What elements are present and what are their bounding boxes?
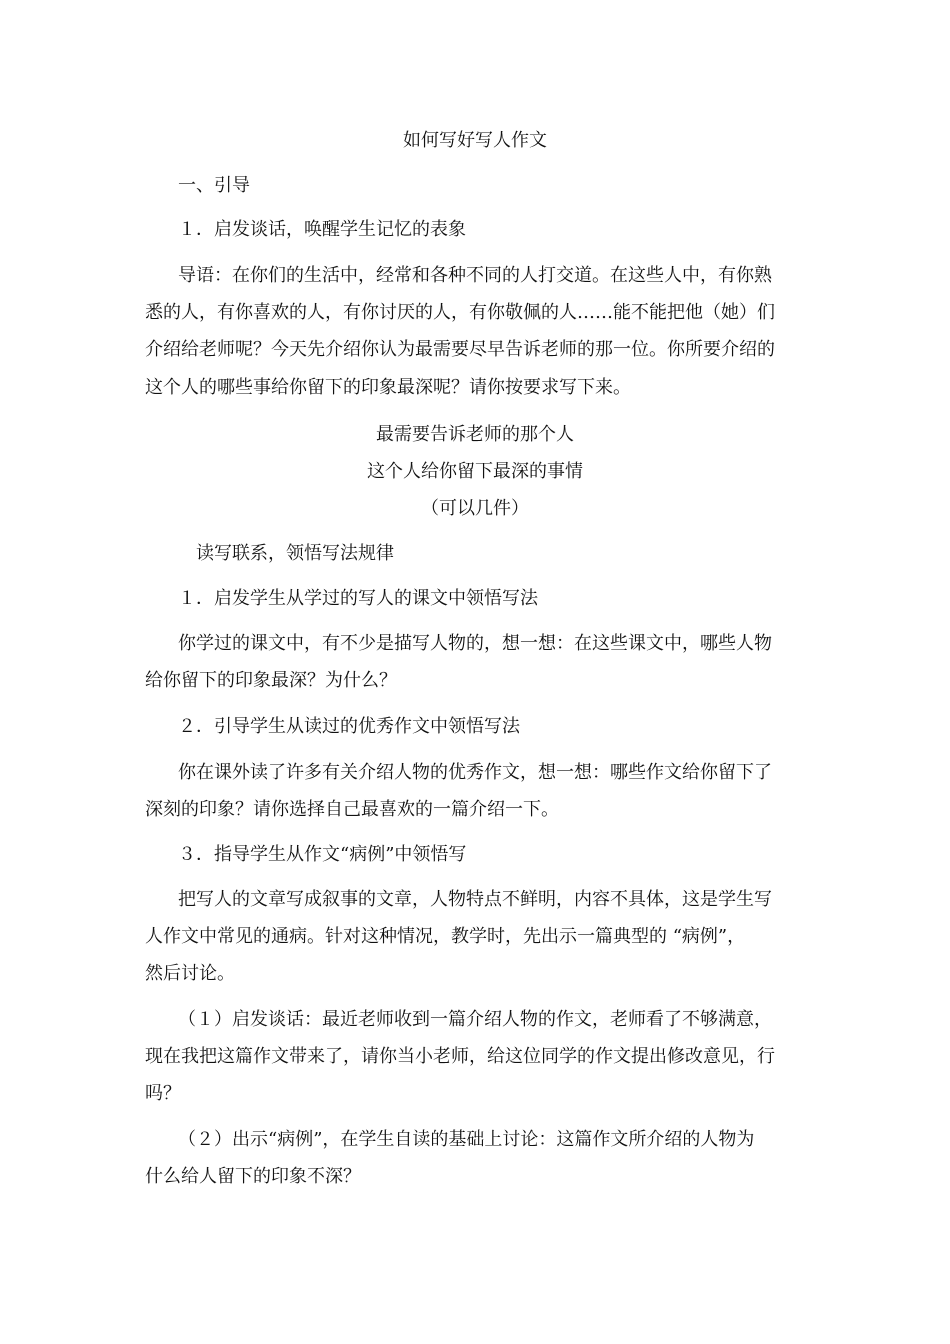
sub2-para-line-2: 什么给人留下的印象不深？ — [145, 1166, 361, 1187]
s2-item-heading-3: ３．指导学生从作文“病例”中领悟写 — [178, 844, 467, 865]
s2-item3-para-line-3: 然后讨论。 — [145, 963, 235, 984]
form-line-3: （可以几件） — [421, 498, 529, 519]
s2-item1-para-line-1: 你学过的课文中，有不少是描写人物的，想一想：在这些课文中，哪些人物 — [178, 633, 772, 654]
s2-item2-para-line-2: 深刻的印象？请你选择自己最喜欢的一篇介绍一下。 — [145, 799, 559, 820]
intro-para-line-4: 这个人的哪些事给你留下的印象最深呢？请你按要求写下来。 — [145, 377, 631, 398]
item-heading-1: １．启发谈话，唤醒学生记忆的表象 — [178, 219, 466, 240]
intro-para-line-3: 介绍给老师呢？今天先介绍你认为最需要尽早告诉老师的那一位。你所要介绍的 — [145, 339, 775, 360]
section-heading-reading-writing: 读写联系，领悟写法规律 — [196, 543, 394, 564]
s2-item2-para-line-1: 你在课外读了许多有关介绍人物的优秀作文，想一想：哪些作文给你留下了 — [178, 762, 772, 783]
s2-item3-para-line-1: 把写人的文章写成叙事的文章，人物特点不鲜明，内容不具体，这是学生写 — [178, 889, 772, 910]
form-line-2: 这个人给你留下最深的事情 — [367, 461, 583, 482]
s2-item-heading-1: １．启发学生从学过的写人的课文中领悟写法 — [178, 588, 538, 609]
document-title: 如何写好写人作文 — [403, 130, 547, 151]
form-line-1: 最需要告诉老师的那个人 — [376, 424, 574, 445]
intro-para-line-2: 悉的人，有你喜欢的人，有你讨厌的人，有你敬佩的人……能不能把他（她）们 — [145, 302, 775, 323]
s2-item-heading-2: ２．引导学生从读过的优秀作文中领悟写法 — [178, 716, 520, 737]
sub1-para-line-1: （１）启发谈话：最近老师收到一篇介绍人物的作文，老师看了不够满意， — [178, 1009, 772, 1030]
s2-item1-para-line-2: 给你留下的印象最深？为什么？ — [145, 670, 397, 691]
intro-para-line-1: 导语：在你们的生活中，经常和各种不同的人打交道。在这些人中，有你熟 — [178, 265, 772, 286]
s2-item3-para-line-2: 人作文中常见的通病。针对这种情况，教学时，先出示一篇典型的 “病例”， — [145, 926, 746, 947]
sub1-para-line-2: 现在我把这篇作文带来了，请你当小老师，给这位同学的作文提出修改意见，行 — [145, 1046, 775, 1067]
sub1-para-line-3: 吗？ — [145, 1083, 181, 1104]
section-heading-intro: 一、引导 — [178, 175, 250, 196]
sub2-para-line-1: （２）出示“病例”，在学生自读的基础上讨论：这篇作文所介绍的人物为 — [178, 1129, 755, 1150]
